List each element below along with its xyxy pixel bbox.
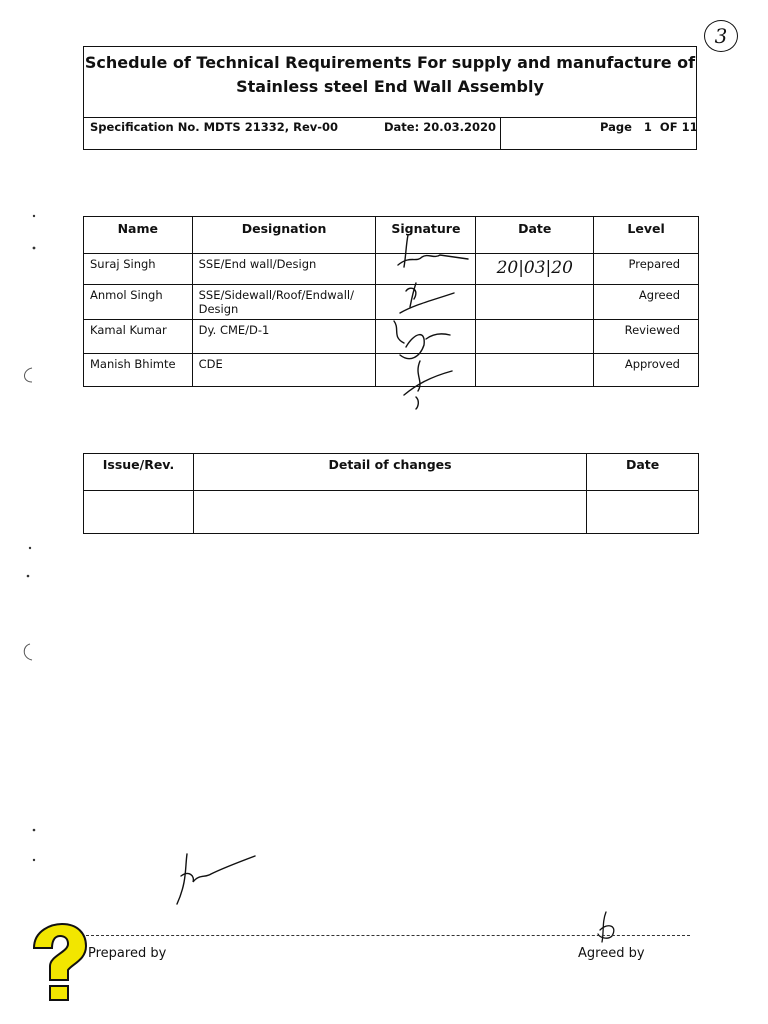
table-row: [84, 491, 699, 534]
revision-table: [83, 453, 699, 534]
row-designation: Dy. CME/D-1: [192, 320, 376, 354]
col-detail-header: Detail of changes: [193, 454, 586, 491]
row-signature: [376, 285, 476, 320]
row-signature: [376, 354, 476, 387]
table-row: [84, 320, 699, 354]
scan-artifacts: [14, 210, 44, 870]
row-date: [476, 354, 594, 387]
row-level: Agreed: [594, 285, 699, 320]
row-designation: CDE: [192, 354, 376, 387]
col-revision-date-header: Date: [587, 454, 699, 491]
document-title: Schedule of Technical Requirements For supply and manufacture of Stainless steel End Wall Assembly: [84, 53, 696, 96]
specification-date: Date: 20.03.2020: [384, 120, 496, 134]
row-name: Anmol Singh: [84, 285, 193, 320]
row-designation: SSE/Sidewall/Roof/Endwall/ Design: [192, 285, 376, 320]
col-name-header: Name: [84, 217, 193, 254]
col-designation-header: Designation: [192, 217, 376, 254]
col-date-header: Date: [476, 217, 594, 254]
table-row: [84, 285, 699, 320]
specification-number: Specification No. MDTS 21332, Rev-00: [90, 120, 339, 134]
approval-header-row: [84, 217, 699, 254]
page-count: Page 1 OF 11: [600, 120, 698, 134]
row-level: Reviewed: [594, 320, 699, 354]
prepared-by-signature: [165, 848, 265, 910]
row-level: Approved: [594, 354, 699, 387]
col-level-header: Level: [594, 217, 699, 254]
row-date: [476, 320, 594, 354]
footer-divider: [86, 935, 690, 936]
agreed-by-signature: [590, 908, 630, 948]
document-header: [83, 46, 697, 150]
col-signature-header: Signature: [376, 217, 476, 254]
table-row: [84, 254, 699, 285]
page-marker: 3: [704, 20, 738, 52]
row-name: Kamal Kumar: [84, 320, 193, 354]
col-issue-header: Issue/Rev.: [84, 454, 194, 491]
revision-header-row: [84, 454, 699, 491]
prepared-by-label: Prepared by: [88, 946, 167, 961]
approval-table: [83, 216, 699, 387]
row-signature: [376, 254, 476, 285]
row-signature: [376, 320, 476, 354]
row-date: 20|03|20: [476, 254, 594, 285]
table-row: [84, 354, 699, 387]
row-name: Manish Bhimte: [84, 354, 193, 387]
row-name: Suraj Singh: [84, 254, 193, 285]
row-date: [476, 285, 594, 320]
question-mark-icon: [26, 922, 88, 1004]
row-level: Prepared: [594, 254, 699, 285]
row-designation: SSE/End wall/Design: [192, 254, 376, 285]
agreed-by-label: Agreed by: [578, 946, 645, 961]
